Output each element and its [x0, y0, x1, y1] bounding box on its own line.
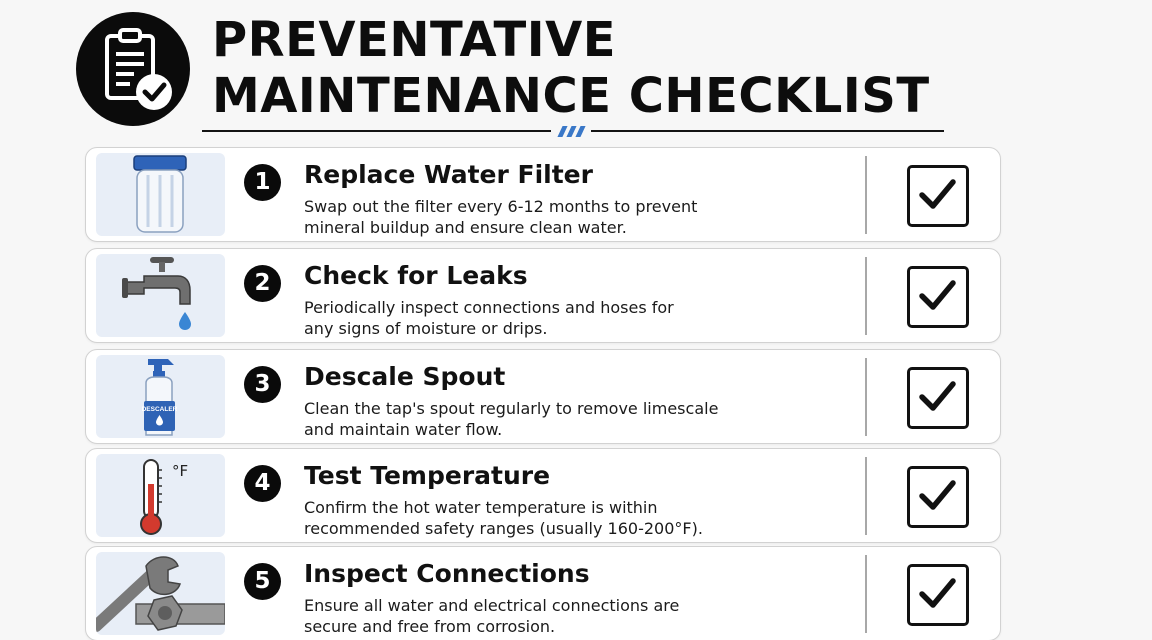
divider [865, 358, 867, 436]
item-number: 2 [244, 265, 281, 302]
item-description-line: Swap out the filter every 6-12 months to prevent [304, 197, 698, 216]
item-title: Descale Spout [304, 362, 506, 391]
item-description-line: Clean the tap's spout regularly to remove limescale [304, 399, 719, 418]
item-description-line: recommended safety ranges (usually 160-200°F). [304, 519, 703, 538]
bottle-label: DESCALER [141, 406, 178, 413]
checkmark-icon [910, 469, 965, 524]
item-description-line: and maintain water flow. [304, 420, 503, 439]
item-checkbox[interactable] [907, 564, 969, 626]
divider [865, 457, 867, 535]
item-title: Inspect Connections [304, 559, 590, 588]
page-title-line-2: MAINTENANCE CHECKLIST [212, 68, 930, 124]
spray-bottle-icon [96, 355, 225, 438]
checkmark-icon [910, 168, 965, 223]
checkmark-icon [910, 567, 965, 622]
page-title-line-1: PREVENTATIVE [212, 12, 617, 68]
item-description [304, 595, 734, 637]
item-description [304, 196, 734, 238]
item-number: 3 [244, 366, 281, 403]
divider [865, 555, 867, 633]
item-number: 5 [244, 563, 281, 600]
item-description-line: secure and free from corrosion. [304, 617, 556, 636]
item-description-line: mineral buildup and ensure clean water. [304, 218, 627, 237]
item-number: 4 [244, 465, 281, 502]
thermometer-icon [96, 454, 225, 537]
clipboard-check-icon [76, 12, 190, 126]
item-checkbox[interactable] [907, 266, 969, 328]
wrench-icon [96, 552, 225, 635]
item-description-line: any signs of moisture or drips. [304, 319, 548, 338]
divider [865, 257, 867, 335]
page-title [212, 12, 930, 124]
unit-label: °F [172, 462, 189, 480]
checklist-item-inspect-connections [85, 546, 1001, 640]
item-description [304, 297, 734, 339]
item-checkbox[interactable] [907, 367, 969, 429]
item-description [304, 497, 734, 539]
item-title: Replace Water Filter [304, 160, 593, 189]
header [0, 0, 1152, 140]
item-description-line: Confirm the hot water temperature is within [304, 498, 658, 517]
item-description-line: Periodically inspect connections and hoses for [304, 298, 674, 317]
checklist-item-descale-spout [85, 349, 1001, 444]
checklist-item-test-temperature [85, 448, 1001, 543]
water-filter-icon [96, 153, 225, 236]
checklist-item-replace-water-filter [85, 147, 1001, 242]
dripping-faucet-icon [96, 254, 225, 337]
divider [865, 156, 867, 234]
item-checkbox[interactable] [907, 466, 969, 528]
item-checkbox[interactable] [907, 165, 969, 227]
item-number: 1 [244, 164, 281, 201]
item-title: Test Temperature [304, 461, 551, 490]
checkmark-icon [910, 269, 965, 324]
checkmark-icon [910, 370, 965, 425]
title-accent-stripes [551, 125, 591, 137]
item-description [304, 398, 734, 440]
checklist-item-check-for-leaks [85, 248, 1001, 343]
item-description-line: Ensure all water and electrical connections are [304, 596, 680, 615]
item-title: Check for Leaks [304, 261, 528, 290]
